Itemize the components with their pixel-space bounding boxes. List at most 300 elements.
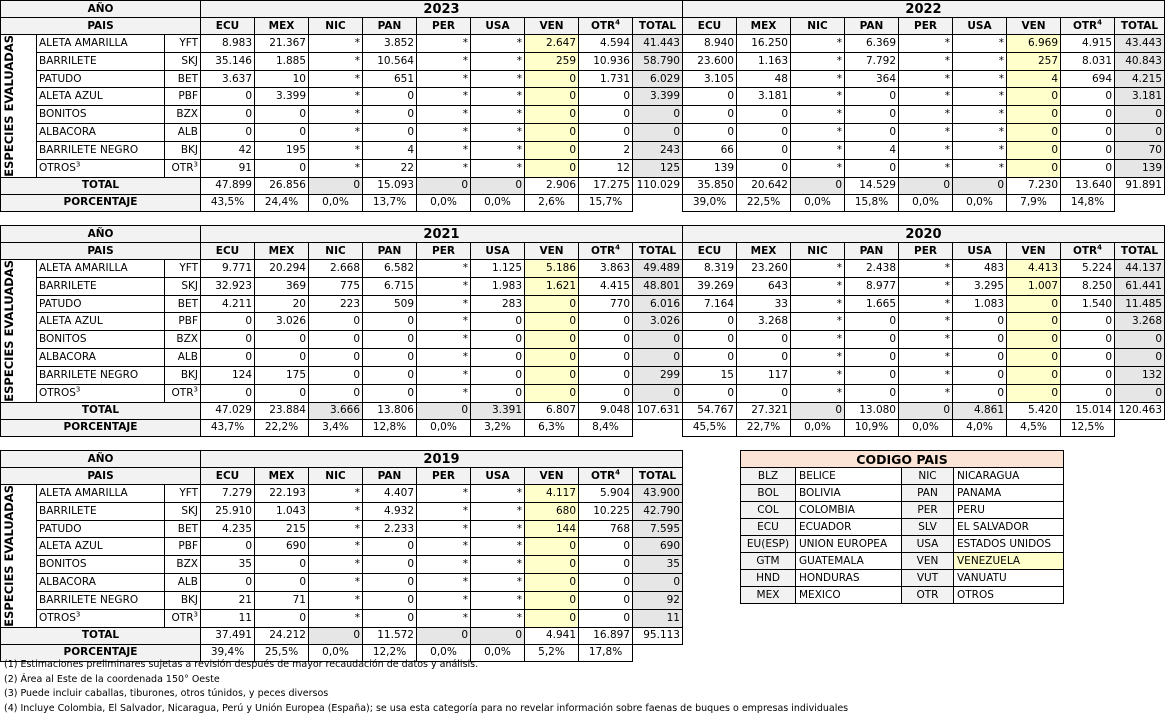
catch-value: 22 xyxy=(363,159,417,177)
catch-value: * xyxy=(899,52,953,70)
catch-value: 125 xyxy=(633,159,683,177)
species-code-text: BZX xyxy=(176,108,198,121)
catch-value: 0 xyxy=(363,331,417,349)
species-code-text: SKJ xyxy=(181,54,198,67)
country-header-nic xyxy=(309,243,363,260)
table-row xyxy=(1,277,1165,295)
catch-value: 66 xyxy=(683,141,737,159)
country-name-cell: NICARAGUA xyxy=(954,468,1064,485)
catch-value: 20 xyxy=(255,295,309,313)
catch-value: 9.771 xyxy=(201,260,255,278)
country-code: USA xyxy=(485,244,510,257)
table-row xyxy=(1,124,1165,142)
country-code: USA xyxy=(485,19,510,32)
species-name-text: OTROS xyxy=(39,386,76,399)
country-code: OTR xyxy=(590,244,616,257)
catch-value: 3.105 xyxy=(683,70,737,88)
percentage-value: 0,0% xyxy=(309,644,363,661)
country-header-usa xyxy=(953,243,1007,260)
total-header: TOTAL xyxy=(633,468,683,485)
catch-value: 643 xyxy=(737,277,791,295)
species-code-text: BET xyxy=(177,72,198,85)
catch-value: 0 xyxy=(953,384,1007,402)
catch-value: 8.983 xyxy=(201,35,255,53)
catch-value: * xyxy=(899,331,953,349)
catch-value: 0 xyxy=(525,159,579,177)
catch-value: 33 xyxy=(737,295,791,313)
country-header-per xyxy=(899,18,953,35)
catch-value: 0 xyxy=(737,124,791,142)
species-name xyxy=(37,159,165,177)
species-code xyxy=(165,609,201,627)
catch-value: 44.137 xyxy=(1115,260,1165,278)
catch-value: 0 xyxy=(309,366,363,384)
catch-value: 0 xyxy=(363,349,417,367)
catch-value: * xyxy=(899,366,953,384)
table-row xyxy=(1,349,1165,367)
catch-value: * xyxy=(471,35,525,53)
catch-value: 0 xyxy=(309,384,363,402)
catch-value: 48 xyxy=(737,70,791,88)
percentage-value: 0,0% xyxy=(309,194,363,211)
catch-value: 0 xyxy=(525,141,579,159)
country-name-cell: BELICE xyxy=(796,468,902,485)
catch-value: 0 xyxy=(525,124,579,142)
catch-value: 0 xyxy=(1007,88,1061,106)
catch-value: 0 xyxy=(633,574,683,592)
country-code-title: CODIGO PAIS xyxy=(741,451,1064,468)
country-code: ECU xyxy=(215,19,240,32)
species-name-text: BARRILETE NEGRO xyxy=(39,143,139,156)
catch-value: 0 xyxy=(845,159,899,177)
catch-value: 0 xyxy=(953,349,1007,367)
table-row xyxy=(1,520,683,538)
especies-label xyxy=(1,35,37,178)
catch-value: 283 xyxy=(471,295,525,313)
catch-value: 0 xyxy=(1061,331,1115,349)
catch-value: 16.250 xyxy=(737,35,791,53)
table-row xyxy=(1,70,1165,88)
catch-value: 1.007 xyxy=(1007,277,1061,295)
country-header-pan xyxy=(363,468,417,485)
percentage-value: 22,7% xyxy=(737,419,791,436)
country-header-pan xyxy=(845,18,899,35)
country-code-row xyxy=(741,536,1064,553)
catch-value: 0 xyxy=(363,556,417,574)
catch-value: * xyxy=(471,159,525,177)
catch-value: * xyxy=(417,366,471,384)
catch-value: 0 xyxy=(845,88,899,106)
catch-value: * xyxy=(417,502,471,520)
country-code: VEN xyxy=(1021,19,1046,32)
catch-value: 0 xyxy=(471,313,525,331)
total-value: 17.275 xyxy=(579,177,633,194)
country-header-usa xyxy=(471,468,525,485)
species-code-text: BZX xyxy=(176,558,198,571)
catch-value: 139 xyxy=(683,159,737,177)
catch-value: 1.665 xyxy=(845,295,899,313)
empty-cell xyxy=(633,194,683,211)
catch-value: 0 xyxy=(255,331,309,349)
catch-value: * xyxy=(953,52,1007,70)
country-header-mex xyxy=(255,468,309,485)
table-row xyxy=(1,295,1165,313)
country-code-row xyxy=(741,570,1064,587)
country-code: ECU xyxy=(697,244,722,257)
catch-value: 0 xyxy=(1115,331,1165,349)
catch-value: 8.250 xyxy=(1061,277,1115,295)
catch-value: 3.026 xyxy=(633,313,683,331)
percentage-value: 24,4% xyxy=(255,194,309,211)
catch-value: 0 xyxy=(683,88,737,106)
country-code: MEX xyxy=(268,469,295,482)
catch-value: 4.235 xyxy=(201,520,255,538)
species-name-text: BARRILETE xyxy=(39,54,97,67)
catch-value: 0 xyxy=(683,106,737,124)
catch-value: 1.540 xyxy=(1061,295,1115,313)
footnote-2: (2) Área al Este de la coordenada 150° Oeste xyxy=(4,673,220,685)
country-code-cell: PER xyxy=(902,502,954,519)
species-name xyxy=(37,295,165,313)
country-name-cell: UNION EUROPEA xyxy=(796,536,902,553)
catch-value: * xyxy=(309,88,363,106)
footnote-1: (1) Estimaciones preliminares sujetas a revisión después de mayor recaudación de datos y análisis. xyxy=(4,659,479,670)
catch-value: 0 xyxy=(1115,106,1165,124)
country-code-cell: EU(ESP) xyxy=(741,536,796,553)
percentage-value: 12,8% xyxy=(363,419,417,436)
catch-value: 4.211 xyxy=(201,295,255,313)
percentage-value: 43,5% xyxy=(201,194,255,211)
catch-value: * xyxy=(791,313,845,331)
catch-value: 35 xyxy=(633,556,683,574)
total-row-label: TOTAL xyxy=(1,402,201,419)
percentage-value: 0,0% xyxy=(471,194,525,211)
catch-value: 223 xyxy=(309,295,363,313)
catch-value: 0 xyxy=(255,159,309,177)
catch-value: 4.915 xyxy=(1061,35,1115,53)
country-header-ven xyxy=(525,18,579,35)
catch-value: 43.900 xyxy=(633,485,683,503)
species-name xyxy=(37,485,165,503)
country-name-cell: ESTADOS UNIDOS xyxy=(954,536,1064,553)
total-header: TOTAL xyxy=(1115,18,1165,35)
country-header-usa xyxy=(471,18,525,35)
species-name xyxy=(37,538,165,556)
percentage-value: 4,5% xyxy=(1007,419,1061,436)
porcentaje-label: PORCENTAJE xyxy=(1,644,201,661)
country-code: VEN xyxy=(539,469,564,482)
percentage-value: 0,0% xyxy=(953,194,1007,211)
total-value: 47.899 xyxy=(201,177,255,194)
total-value: 6.807 xyxy=(525,402,579,419)
catch-value: * xyxy=(471,556,525,574)
catch-value: 0 xyxy=(525,384,579,402)
table-row xyxy=(1,502,683,520)
country-code-cell: COL xyxy=(741,502,796,519)
catch-value: 0 xyxy=(1115,384,1165,402)
catch-value: 8.031 xyxy=(1061,52,1115,70)
catch-value: 2.668 xyxy=(309,260,363,278)
footnote-marker: 3 xyxy=(75,385,81,394)
catch-value: 10.225 xyxy=(579,502,633,520)
catch-value: 0 xyxy=(845,384,899,402)
country-name-cell: OTROS xyxy=(954,587,1064,604)
catch-value: 1.163 xyxy=(737,52,791,70)
country-header-otr xyxy=(579,18,633,35)
catch-value: 0 xyxy=(579,609,633,627)
catch-value: * xyxy=(953,141,1007,159)
catch-value: 0 xyxy=(845,331,899,349)
species-code xyxy=(165,313,201,331)
catch-value: * xyxy=(471,124,525,142)
catch-value: * xyxy=(417,485,471,503)
country-code: PER xyxy=(432,244,455,257)
catch-value: * xyxy=(417,520,471,538)
catch-value: 1.885 xyxy=(255,52,309,70)
country-header-ven xyxy=(1007,243,1061,260)
catch-value: 61.441 xyxy=(1115,277,1165,295)
species-code-text: ALB xyxy=(177,351,198,364)
species-code xyxy=(165,556,201,574)
catch-value: 0 xyxy=(1007,331,1061,349)
species-code xyxy=(165,141,201,159)
catch-value: 23.600 xyxy=(683,52,737,70)
country-code: NIC xyxy=(325,469,346,482)
percentage-value: 5,2% xyxy=(525,644,579,661)
footnote-marker: 3 xyxy=(193,385,198,394)
catch-value: 0 xyxy=(579,384,633,402)
total-value: 23.884 xyxy=(255,402,309,419)
catch-value: 0 xyxy=(845,313,899,331)
total-value: 13.080 xyxy=(845,402,899,419)
table-row xyxy=(1,159,1165,177)
total-value: 16.897 xyxy=(579,627,633,644)
catch-value: 12 xyxy=(579,159,633,177)
catch-value: 4.594 xyxy=(579,35,633,53)
percentage-value: 39,0% xyxy=(683,194,737,211)
catch-value: 0 xyxy=(471,349,525,367)
total-value: 0 xyxy=(417,627,471,644)
country-header-per xyxy=(417,468,471,485)
catch-value: * xyxy=(417,556,471,574)
species-code xyxy=(165,591,201,609)
country-code: PAN xyxy=(377,469,402,482)
footnotes xyxy=(4,658,848,716)
catch-value: * xyxy=(899,349,953,367)
catch-value: 0 xyxy=(201,538,255,556)
country-header-per xyxy=(899,243,953,260)
country-code-row xyxy=(741,485,1064,502)
country-header-nic xyxy=(791,243,845,260)
catch-value: 0 xyxy=(309,331,363,349)
country-name-cell: GUATEMALA xyxy=(796,553,902,570)
species-code-text: SKJ xyxy=(181,279,198,292)
catch-value: * xyxy=(417,52,471,70)
catch-value: 0 xyxy=(471,366,525,384)
catch-value: * xyxy=(471,538,525,556)
pais-label: PAIS xyxy=(1,18,201,35)
catch-value: 0 xyxy=(579,574,633,592)
especies-text: ESPECIES EVALUADAS xyxy=(2,35,16,177)
catch-value: * xyxy=(309,502,363,520)
catch-value: 6.369 xyxy=(845,35,899,53)
country-code: NIC xyxy=(807,244,828,257)
percentage-value: 0,0% xyxy=(791,419,845,436)
catch-value: 509 xyxy=(363,295,417,313)
catch-value: 0 xyxy=(1115,124,1165,142)
country-code: USA xyxy=(967,19,992,32)
catch-value: 3.268 xyxy=(1115,313,1165,331)
catch-value: * xyxy=(899,313,953,331)
species-code xyxy=(165,35,201,53)
species-code-text: PBF xyxy=(178,540,198,553)
catch-value: 4 xyxy=(363,141,417,159)
catch-value: 0 xyxy=(1007,313,1061,331)
total-header: TOTAL xyxy=(633,243,683,260)
catch-value: 0 xyxy=(309,313,363,331)
catch-value: * xyxy=(791,52,845,70)
catch-value: 0 xyxy=(1007,124,1061,142)
catch-value: * xyxy=(791,106,845,124)
catch-value: 0 xyxy=(683,384,737,402)
porcentaje-label: PORCENTAJE xyxy=(1,419,201,436)
anio-label: AÑO xyxy=(1,1,201,18)
species-name-text: ALETA AMARILLA xyxy=(39,36,128,49)
total-value: 4.861 xyxy=(953,402,1007,419)
species-name xyxy=(37,591,165,609)
catch-value: 259 xyxy=(525,52,579,70)
species-code-text: BET xyxy=(177,297,198,310)
catch-value: 0 xyxy=(737,106,791,124)
percentage-value: 3,4% xyxy=(309,419,363,436)
catch-value: 0 xyxy=(633,349,683,367)
table-row xyxy=(1,260,1165,278)
catch-value: 92 xyxy=(633,591,683,609)
country-header-ecu xyxy=(201,468,255,485)
percentage-value: 25,5% xyxy=(255,644,309,661)
country-code-cell: GTM xyxy=(741,553,796,570)
catch-value: 175 xyxy=(255,366,309,384)
catch-value: 0 xyxy=(363,88,417,106)
country-name-cell: BOLIVIA xyxy=(796,485,902,502)
total-value: 13.640 xyxy=(1061,177,1115,194)
catch-value: 43.443 xyxy=(1115,35,1165,53)
catch-value: * xyxy=(417,260,471,278)
catch-value: 0 xyxy=(525,366,579,384)
catch-value: * xyxy=(309,485,363,503)
empty-cell xyxy=(1115,194,1165,211)
catch-value: * xyxy=(417,349,471,367)
catch-value: 0 xyxy=(737,349,791,367)
catch-table-block-1 xyxy=(0,0,1165,212)
catch-value: 0 xyxy=(1115,349,1165,367)
species-name-text: BONITOS xyxy=(39,558,87,571)
country-header-nic xyxy=(791,18,845,35)
species-code xyxy=(165,485,201,503)
empty-cell xyxy=(633,419,683,436)
total-value: 4.941 xyxy=(525,627,579,644)
catch-value: 369 xyxy=(255,277,309,295)
species-name-text: BARRILETE NEGRO xyxy=(39,368,139,381)
catch-value: * xyxy=(899,106,953,124)
country-code: USA xyxy=(967,244,992,257)
catch-value: 0 xyxy=(1007,295,1061,313)
catch-value: * xyxy=(899,70,953,88)
species-name-text: ALETA AZUL xyxy=(39,540,103,553)
catch-value: 5.186 xyxy=(525,260,579,278)
catch-value: 0 xyxy=(525,70,579,88)
total-row-label: TOTAL xyxy=(1,177,201,194)
catch-value: 651 xyxy=(363,70,417,88)
catch-value: 0 xyxy=(525,591,579,609)
country-header-ecu xyxy=(683,243,737,260)
catch-value: * xyxy=(899,260,953,278)
footnote-marker: 4 xyxy=(1097,18,1103,26)
catch-value: 0 xyxy=(1061,124,1115,142)
catch-value: * xyxy=(471,88,525,106)
total-value: 0 xyxy=(899,402,953,419)
species-name-text: ALBACORA xyxy=(39,126,96,139)
country-code-cell: SLV xyxy=(902,519,954,536)
catch-value: 0 xyxy=(255,106,309,124)
percentage-value: 0,0% xyxy=(899,419,953,436)
catch-value: * xyxy=(309,106,363,124)
year-header: 2021 xyxy=(201,226,683,243)
catch-value: 0 xyxy=(1061,141,1115,159)
country-code: OTR xyxy=(1072,19,1098,32)
catch-value: 0 xyxy=(683,124,737,142)
country-name-cell: VANUATU xyxy=(954,570,1064,587)
catch-value: 0 xyxy=(845,124,899,142)
total-value: 14.529 xyxy=(845,177,899,194)
anio-label: AÑO xyxy=(1,451,201,468)
country-code: OTR xyxy=(1072,244,1098,257)
catch-value: 144 xyxy=(525,520,579,538)
total-value: 26.856 xyxy=(255,177,309,194)
country-name-cell: EL SALVADOR xyxy=(954,519,1064,536)
catch-value: * xyxy=(309,159,363,177)
catch-value: * xyxy=(417,574,471,592)
country-header-pan xyxy=(363,18,417,35)
species-name xyxy=(37,70,165,88)
country-name-cell: HONDURAS xyxy=(796,570,902,587)
catch-value: 2 xyxy=(579,141,633,159)
catch-value: 132 xyxy=(1115,366,1165,384)
catch-value: 4.407 xyxy=(363,485,417,503)
catch-value: 0 xyxy=(255,349,309,367)
catch-value: * xyxy=(471,485,525,503)
table-row xyxy=(1,384,1165,402)
species-code xyxy=(165,124,201,142)
catch-value: 0 xyxy=(579,556,633,574)
country-header-per xyxy=(417,243,471,260)
catch-value: 0 xyxy=(525,106,579,124)
catch-value: * xyxy=(309,538,363,556)
catch-value: 0 xyxy=(255,124,309,142)
total-header: TOTAL xyxy=(1115,243,1165,260)
year-header: 2023 xyxy=(201,1,683,18)
country-code: OTR xyxy=(590,469,616,482)
anio-label: AÑO xyxy=(1,226,201,243)
country-header-pan xyxy=(363,243,417,260)
catch-value: 4.215 xyxy=(1115,70,1165,88)
species-name xyxy=(37,277,165,295)
country-code: NIC xyxy=(325,244,346,257)
country-code-cell: PAN xyxy=(902,485,954,502)
catch-value: 2.438 xyxy=(845,260,899,278)
country-code: MEX xyxy=(268,19,295,32)
country-header-ven xyxy=(525,243,579,260)
